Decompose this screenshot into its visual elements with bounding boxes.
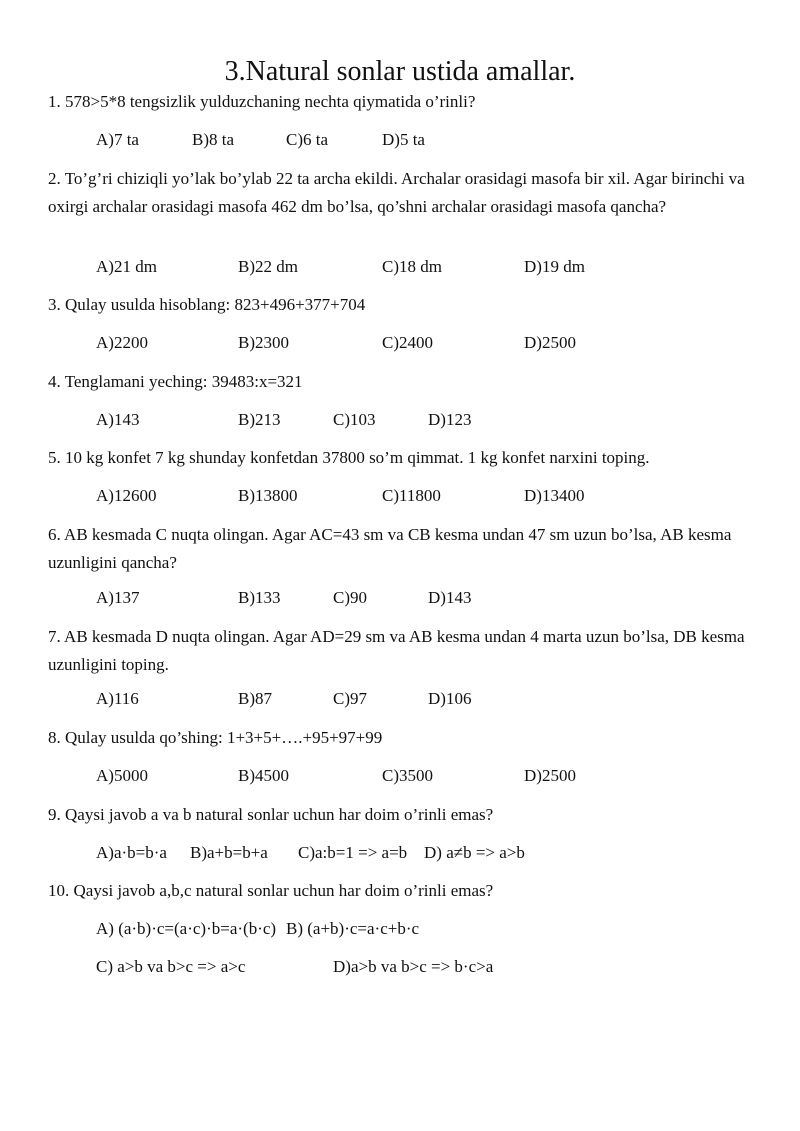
- answer-5c: C)11800: [382, 486, 441, 505]
- answer-8c: C)3500: [382, 766, 433, 785]
- page-title: 3.Natural sonlar ustida amallar.: [224, 56, 576, 87]
- answer-9c: C)a:b=1 => a=b: [298, 843, 408, 862]
- answers-10-row1: [0, 915, 800, 943]
- answer-4d: D)123: [428, 410, 472, 429]
- answers-5: [0, 482, 800, 510]
- answers-9: [0, 839, 800, 867]
- answer-5d: D)13400: [524, 486, 585, 505]
- answer-2a: A)21 dm: [96, 257, 157, 276]
- answer-8b: B)4500: [238, 766, 289, 785]
- question-9: 9. Qaysi javob a va b natural sonlar uchun har doim o’rinli emas?: [48, 805, 494, 824]
- answers-6: [0, 584, 800, 612]
- question-6: 6. AB kesmada C nuqta olingan. Agar AC=43 sm va CB kesma undan 47 sm uzun bo’lsa, AB kesma uzunligini qancha?: [48, 525, 732, 572]
- answer-3a: A)2200: [96, 333, 148, 352]
- answer-9d: D) a≠b => a>b: [424, 843, 525, 862]
- answer-5a: A)12600: [96, 486, 157, 505]
- answer-7a: A)116: [96, 689, 139, 708]
- answer-2b: B)22 dm: [238, 257, 298, 276]
- answer-9a: A)a·b=b·a: [96, 843, 167, 862]
- answer-6b: B)133: [238, 588, 281, 607]
- question-1: 1. 578>5*8 tengsizlik yulduzchaning nechta qiymatida o’rinli?: [48, 92, 476, 111]
- answer-7b: B)87: [238, 689, 272, 708]
- answer-3d: D)2500: [524, 333, 576, 352]
- answer-10d: D)a>b va b>c => b·c>a: [333, 957, 494, 976]
- answer-1d: D)5 ta: [382, 130, 425, 149]
- question-3: 3. Qulay usulda hisoblang: 823+496+377+704: [48, 295, 366, 314]
- answer-3c: C)2400: [382, 333, 433, 352]
- answer-4b: B)213: [238, 410, 281, 429]
- question-5: 5. 10 kg konfet 7 kg shunday konfetdan 37800 so’m qimmat. 1 kg konfet narxini toping.: [48, 448, 650, 467]
- question-4: 4. Tenglamani yeching: 39483:x=321: [48, 372, 303, 391]
- answer-8a: A)5000: [96, 766, 148, 785]
- answer-1a: A)7 ta: [96, 130, 139, 149]
- answer-7d: D)106: [428, 689, 472, 708]
- answer-3b: B)2300: [238, 333, 289, 352]
- answer-2d: D)19 dm: [524, 257, 585, 276]
- answer-1b: B)8 ta: [192, 130, 235, 149]
- question-2: 2. To’g’ri chiziqli yo’lak bo’ylab 22 ta archa ekildi. Archalar orasidagi masofa bir xil. Agar birinchi va oxirgi archalar orasidagi masofa 462 dm bo’lsa, qo’shni archalar orasidagi masofa qancha?: [48, 169, 745, 216]
- answer-2c: C)18 dm: [382, 257, 442, 276]
- answer-9b: B)a+b=b+a: [190, 843, 268, 862]
- answers-3: [0, 329, 800, 357]
- answers-7: [0, 685, 800, 713]
- question-10: 10. Qaysi javob a,b,c natural sonlar uchun har doim o’rinli emas?: [48, 881, 494, 900]
- answers-8: [0, 762, 800, 790]
- answer-7c: C)97: [333, 689, 367, 708]
- answer-4c: C)103: [333, 410, 376, 429]
- answers-10-row2: [0, 953, 800, 981]
- answer-10c: C) a>b va b>c => a>c: [96, 957, 246, 976]
- question-8: 8. Qulay usulda qo’shing: 1+3+5+….+95+97+99: [48, 728, 383, 747]
- answer-6a: A)137: [96, 588, 140, 607]
- answer-4a: A)143: [96, 410, 140, 429]
- answer-6d: D)143: [428, 588, 472, 607]
- answers-2: [0, 253, 800, 281]
- answer-5b: B)13800: [238, 486, 298, 505]
- answers-1: [0, 126, 800, 154]
- question-7: 7. AB kesmada D nuqta olingan. Agar AD=29 sm va AB kesma undan 4 marta uzun bo’lsa, DB kesma uzunligini toping.: [48, 627, 745, 674]
- answers-4: [0, 406, 800, 434]
- answer-10b: B) (a+b)·c=a·c+b·c: [286, 919, 420, 938]
- answer-8d: D)2500: [524, 766, 576, 785]
- answer-10a: A) (a·b)·c=(a·c)·b=a·(b·c): [96, 919, 277, 938]
- answer-1c: C)6 ta: [286, 130, 329, 149]
- answer-6c: C)90: [333, 588, 367, 607]
